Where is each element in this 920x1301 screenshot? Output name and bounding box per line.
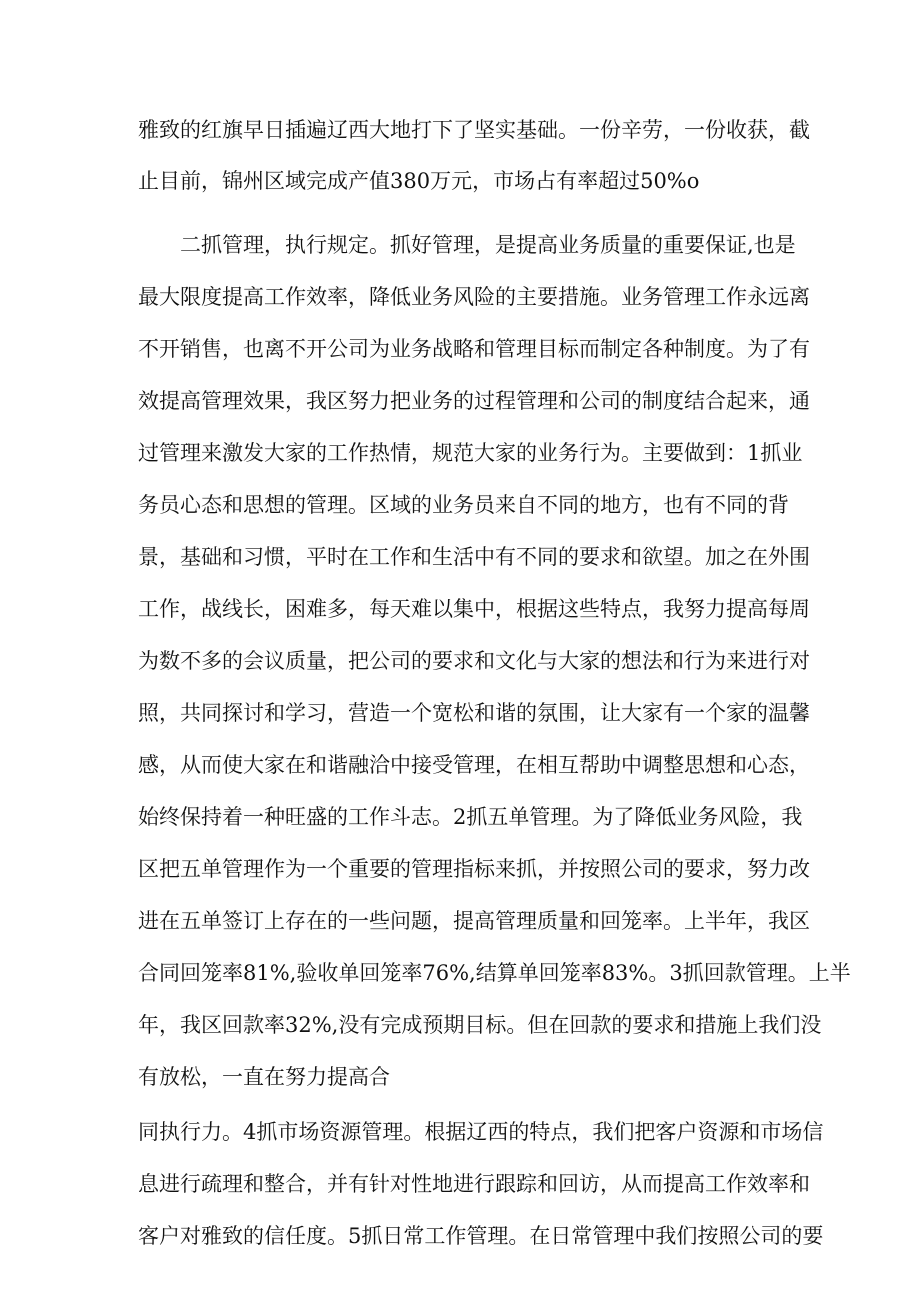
text-line: 止目前，锦州区域完成产值380万元，市场占有率超过50%o [138,169,700,193]
text-line: 不开销售，也离不开公司为业务战略和管理目标而制定各种制度。为了有 [138,337,810,361]
text-line: 雅致的红旗早日插遍辽西大地打下了坚实基础。一份辛劳，一份收获，截 [138,118,810,142]
text-line: 过管理来激发大家的工作热情，规范大家的业务行为。主要做到：1抓业 [138,441,803,465]
text-line: 工作，战线长，困难多，每天难以集中，根据这些特点，我努力提高每周 [138,597,810,621]
text-line: 感，从而使大家在和谐融洽中接受管理，在相互帮助中调整思想和心态， [138,753,810,777]
text-line: 区把五单管理作为一个重要的管理指标来抓，并按照公司的要求，努力改 [138,857,810,881]
text-line: 合同回笼率81%,验收单回笼率76%,结算单回笼率83%。3抓回款管理。上半 [138,961,851,985]
text-line: 为数不多的会议质量，把公司的要求和文化与大家的想法和行为来进行对 [138,649,810,673]
text-line: 息进行疏理和整合，并有针对性地进行跟踪和回访，从而提高工作效率和 [138,1172,810,1196]
paragraph-first-line: 二抓管理，执行规定。抓好管理，是提高业务质量的重要保证,也是 [180,233,796,257]
text-line: 年，我区回款率32%,没有完成预期目标。但在回款的要求和措施上我们没 [138,1013,822,1037]
text-line: 务员心态和思想的管理。区域的业务员来自不同的地方，也有不同的背 [138,493,789,517]
text-line: 客户对雅致的信任度。5抓日常工作管理。在日常管理中我们按照公司的要 [138,1224,824,1248]
text-line: 最大限度提高工作效率，降低业务风险的主要措施。业务管理工作永远离 [138,285,810,309]
text-line: 有放松，一直在努力提高合 [138,1065,390,1089]
text-line: 进在五单签订上存在的一些问题，提高管理质量和回笼率。上半年，我区 [138,909,810,933]
text-line: 照，共同探讨和学习，营造一个宽松和谐的氛围，让大家有一个家的温馨 [138,701,810,725]
text-line: 始终保持着一种旺盛的工作斗志。2抓五单管理。为了降低业务风险，我 [138,805,803,829]
text-line: 景，基础和习惯，平时在工作和生活中有不同的要求和欲望。加之在外围 [138,545,810,569]
text-line: 效提高管理效果，我区努力把业务的过程管理和公司的制度结合起来，通 [138,389,810,413]
text-line: 同执行力。4抓市场资源管理。根据辽西的特点，我们把客户资源和市场信 [138,1120,824,1144]
